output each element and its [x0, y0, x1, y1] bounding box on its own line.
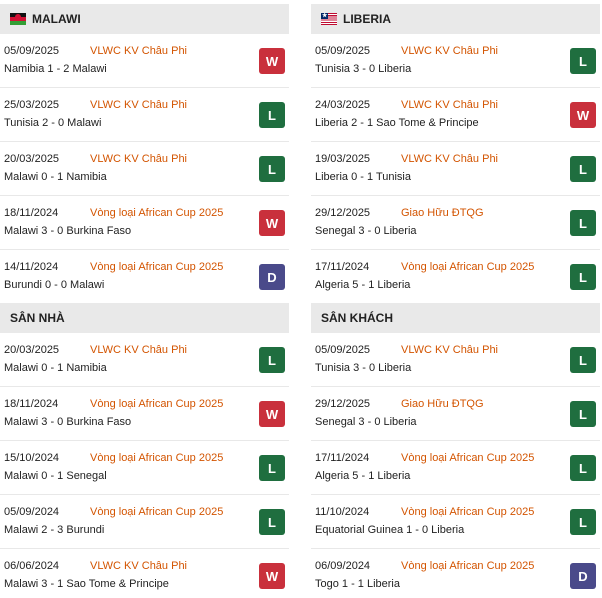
match-competition: VLWC KV Châu Phi: [90, 560, 188, 572]
match-date: 15/10/2024: [4, 452, 60, 464]
match-date: 11/10/2024: [315, 506, 370, 518]
match-competition: VLWC KV Châu Phi: [90, 344, 188, 356]
match-score: Malawi 0 - 1 Namibia: [4, 362, 107, 374]
match-date: 06/06/2024: [4, 560, 60, 572]
match-date: 06/09/2024: [315, 560, 371, 572]
panel-malawi-recent: [0, 4, 289, 304]
liberia-flag-icon: [321, 13, 337, 25]
match-row[interactable]: [311, 549, 600, 598]
match-competition: Vòng loại African Cup 2025: [90, 452, 224, 464]
match-date: 20/03/2025: [4, 344, 60, 356]
result-badge: W: [259, 401, 285, 427]
match-date: 05/09/2025: [315, 45, 371, 57]
result-badge: L: [259, 347, 285, 373]
result-badge: D: [259, 264, 285, 290]
section-title: SÂN KHÁCH: [321, 311, 393, 325]
match-score: Tunisia 3 - 0 Liberia: [315, 63, 412, 75]
match-competition: Vòng loại African Cup 2025: [90, 398, 224, 410]
result-badge: L: [259, 509, 285, 535]
match-competition: VLWC KV Châu Phi: [401, 45, 499, 57]
match-score: Liberia 0 - 1 Tunisia: [315, 171, 411, 183]
section-header: [0, 4, 289, 34]
match-score: Liberia 2 - 1 Sao Tome & Principe: [315, 117, 479, 129]
panel-liberia-recent: [311, 4, 600, 304]
match-row[interactable]: [311, 333, 600, 387]
panel-malawi-home: [0, 303, 289, 598]
match-score: Algeria 5 - 1 Liberia: [315, 279, 411, 291]
match-row[interactable]: [311, 441, 600, 495]
match-date: 29/12/2025: [315, 207, 371, 219]
match-score: Malawi 3 - 1 Sao Tome & Principe: [4, 578, 169, 590]
result-badge: W: [259, 210, 285, 236]
match-row[interactable]: [311, 250, 600, 304]
match-row[interactable]: [0, 88, 289, 142]
match-date: 17/11/2024: [315, 452, 370, 464]
match-date: 05/09/2025: [315, 344, 371, 356]
match-competition: VLWC KV Châu Phi: [401, 99, 499, 111]
match-row[interactable]: [0, 250, 289, 304]
match-score: Malawi 0 - 1 Senegal: [4, 470, 107, 482]
match-competition: Vòng loại African Cup 2025: [401, 261, 535, 273]
match-row[interactable]: [311, 196, 600, 250]
result-badge: L: [570, 347, 596, 373]
result-badge: L: [259, 156, 285, 182]
panel-liberia-away: [311, 303, 600, 598]
match-row[interactable]: [0, 441, 289, 495]
match-date: 20/03/2025: [4, 153, 60, 165]
result-badge: L: [570, 509, 596, 535]
result-badge: W: [259, 563, 285, 589]
match-date: 14/11/2024: [4, 261, 59, 273]
match-competition: Vòng loại African Cup 2025: [90, 506, 224, 518]
match-row[interactable]: [0, 196, 289, 250]
result-badge: L: [570, 48, 596, 74]
match-competition: Vòng loại African Cup 2025: [90, 207, 224, 219]
match-row[interactable]: [311, 387, 600, 441]
match-score: Malawi 3 - 0 Burkina Faso: [4, 416, 132, 428]
result-badge: L: [570, 210, 596, 236]
match-row[interactable]: [311, 142, 600, 196]
match-competition: VLWC KV Châu Phi: [90, 153, 188, 165]
match-competition: VLWC KV Châu Phi: [401, 344, 499, 356]
match-date: 05/09/2025: [4, 45, 60, 57]
section-header: [0, 303, 289, 333]
malawi-flag-icon: [10, 13, 26, 25]
match-row[interactable]: [0, 333, 289, 387]
match-competition: Vòng loại African Cup 2025: [401, 452, 535, 464]
section-title: MALAWI: [32, 12, 81, 26]
section-header: [311, 4, 600, 34]
match-row[interactable]: [311, 88, 600, 142]
match-competition: Giao Hữu ĐTQG: [401, 398, 484, 410]
match-score: Algeria 5 - 1 Liberia: [315, 470, 411, 482]
result-badge: L: [570, 401, 596, 427]
result-badge: L: [570, 264, 596, 290]
match-score: Malawi 0 - 1 Namibia: [4, 171, 107, 183]
match-date: 18/11/2024: [4, 398, 59, 410]
match-row[interactable]: [311, 34, 600, 88]
match-row[interactable]: [311, 495, 600, 549]
match-competition: VLWC KV Châu Phi: [90, 45, 188, 57]
match-score: Equatorial Guinea 1 - 0 Liberia: [315, 524, 465, 536]
match-date: 25/03/2025: [4, 99, 60, 111]
match-score: Tunisia 3 - 0 Liberia: [315, 362, 412, 374]
section-title: LIBERIA: [343, 12, 391, 26]
match-competition: Vòng loại African Cup 2025: [401, 506, 535, 518]
section-header: [311, 303, 600, 333]
match-competition: VLWC KV Châu Phi: [90, 99, 188, 111]
match-competition: VLWC KV Châu Phi: [401, 153, 499, 165]
match-date: 19/03/2025: [315, 153, 371, 165]
match-score: Tunisia 2 - 0 Malawi: [4, 117, 102, 129]
match-date: 29/12/2025: [315, 398, 371, 410]
match-score: Senegal 3 - 0 Liberia: [315, 416, 417, 428]
match-date: 24/03/2025: [315, 99, 371, 111]
match-date: 17/11/2024: [315, 261, 370, 273]
result-badge: L: [570, 156, 596, 182]
match-score: Senegal 3 - 0 Liberia: [315, 225, 417, 237]
match-row[interactable]: [0, 495, 289, 549]
section-title: SÂN NHÀ: [10, 311, 65, 325]
result-badge: L: [259, 455, 285, 481]
match-score: Malawi 3 - 0 Burkina Faso: [4, 225, 132, 237]
match-row[interactable]: [0, 549, 289, 598]
match-competition: Vòng loại African Cup 2025: [90, 261, 224, 273]
result-badge: W: [259, 48, 285, 74]
match-score: Togo 1 - 1 Liberia: [315, 578, 400, 590]
match-score: Burundi 0 - 0 Malawi: [4, 279, 105, 291]
result-badge: W: [570, 102, 596, 128]
result-badge: L: [570, 455, 596, 481]
match-row[interactable]: [0, 34, 289, 88]
match-competition: Giao Hữu ĐTQG: [401, 207, 484, 219]
match-date: 18/11/2024: [4, 207, 59, 219]
match-row[interactable]: [0, 142, 289, 196]
match-competition: Vòng loại African Cup 2025: [401, 560, 535, 572]
result-badge: L: [259, 102, 285, 128]
match-score: Malawi 2 - 3 Burundi: [4, 524, 105, 536]
match-score: Namibia 1 - 2 Malawi: [4, 63, 107, 75]
match-date: 05/09/2024: [4, 506, 60, 518]
result-badge: D: [570, 563, 596, 589]
match-row[interactable]: [0, 387, 289, 441]
